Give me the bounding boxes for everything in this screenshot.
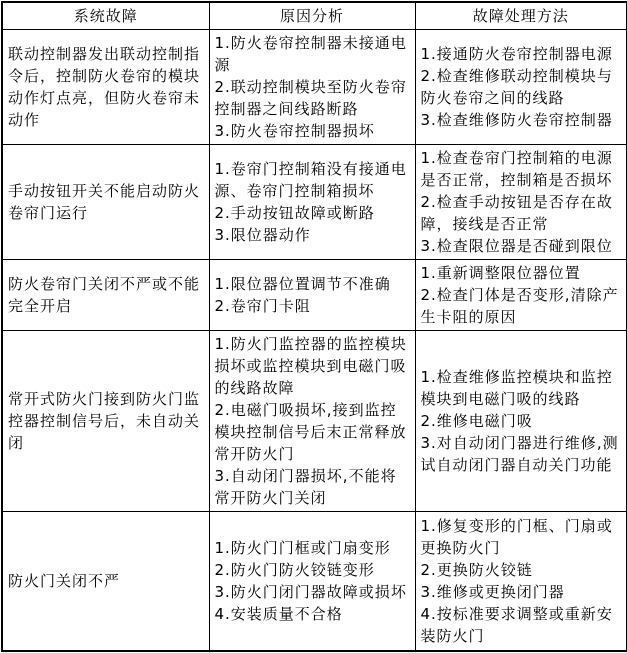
fault-cell: 常开式防火门接到防火门监控器控制信号后，未自动关闭 — [2, 331, 209, 512]
fault-cell: 防火卷帘门关闭不严或不能完全开启 — [2, 260, 209, 331]
cause-cell: 1.限位器位置调节不准确 2.卷帘门卡阻 — [209, 260, 415, 331]
fault-cell: 联动控制器发出联动控制指令后，控制防火卷帘的模块动作灯点亮，但防火卷帘未动作 — [2, 30, 209, 145]
cause-cell: 1.防火门监控器的监控模块损坏或监控模块到电磁门吸的线路故障 2.电磁门吸损坏,接到监控模块控制信号后末正常释放常开防火门 3.自动闭门器损坏,不能将常开防火门关闭 — [209, 331, 415, 512]
solution-cell: 1.重新调整限位器位置 2.检查门体是否变形,清除产生卡阻的原因 — [415, 260, 627, 331]
col-header-cause-analysis: 原因分析 — [209, 2, 415, 30]
table-row — [2, 512, 627, 651]
table-row — [2, 145, 627, 260]
table-row — [2, 30, 627, 145]
solution-cell: 1.修复变形的门框、门扇或更换防火门 2.更换防火铰链 3.维修或更换闭门器 4.按标准要求调整或重新安装防火门 — [415, 512, 627, 651]
col-header-handling-method: 故障处理方法 — [415, 2, 627, 30]
fault-diagnosis-table — [1, 1, 627, 652]
table-row — [2, 331, 627, 512]
solution-cell: 1.检查卷帘门控制箱的电源是否正常，控制箱是否损坏 2.检查手动按钮是否存在故障，接线是否正常 3.检查限位器是否碰到限位 — [415, 145, 627, 260]
fault-cell: 防火门关闭不严 — [2, 512, 209, 651]
cause-cell: 1.卷帘门控制箱没有接通电源、卷帘门控制箱损坏 2.手动按钮故障或断路 3.限位器动作 — [209, 145, 415, 260]
cause-cell: 1.防火卷帘控制器未接通电源 2.联动控制模块至防火卷帘控制器之间线路断路 3.防火卷帘控制器损坏 — [209, 30, 415, 145]
solution-cell: 1.检查维修监控模块和监控模块到电磁门吸的线路 2.维修电磁门吸 3.对自动闭门器进行维修,测试自动闭门器自动关门功能 — [415, 331, 627, 512]
table-row — [2, 260, 627, 331]
cause-cell: 1.防火门门框或门扇变形 2.防火门防火铰链变形 3.防火门闭门器故障或损坏 4.安装质量不合格 — [209, 512, 415, 651]
solution-cell: 1.接通防火卷帘控制器电源 2.检查维修联动控制模块与防火卷帘之间的线路 3.检查维修防火卷帘控制器 — [415, 30, 627, 145]
col-header-system-fault: 系统故障 — [2, 2, 209, 30]
fault-cell: 手动按钮开关不能启动防火卷帘门运行 — [2, 145, 209, 260]
header-row — [2, 2, 627, 30]
